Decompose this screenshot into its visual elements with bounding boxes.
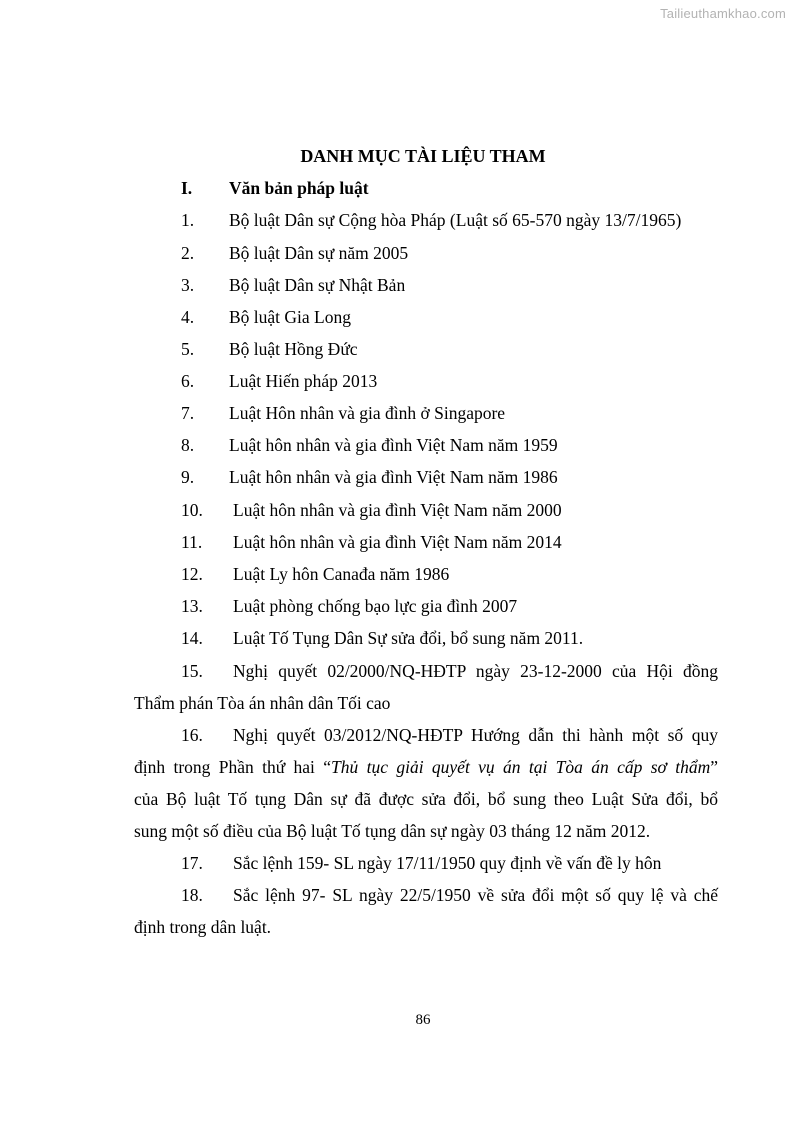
reference-line: sung một số điều của Bộ luật Tố tụng dân sự ngày 03 tháng 12 năm 2012. [134, 821, 651, 841]
reference-number: 18. [181, 885, 203, 905]
reference-item [181, 307, 351, 328]
reference-item [181, 275, 405, 296]
reference-number: 4. [181, 307, 195, 327]
reference-number: 14. [181, 628, 203, 648]
reference-item [181, 243, 408, 264]
reference-text: Bộ luật Hồng Đức [229, 339, 358, 359]
reference-item-18 [134, 884, 718, 948]
watermark: Tailieuthamkhao.com [660, 6, 786, 21]
reference-text: Luật Hiến pháp 2013 [229, 371, 378, 391]
reference-text: Nghị quyết 03/2012/NQ-HĐTP Hướng dẫn thi hành một số quy [233, 725, 718, 745]
reference-number: 13. [181, 596, 203, 616]
reference-number: 2. [181, 243, 195, 263]
reference-text: ” [710, 757, 719, 777]
reference-number: 17. [181, 853, 203, 873]
reference-text: Luật Hôn nhân và gia đình ở Singapore [229, 403, 506, 423]
page-number: 86 [415, 1012, 431, 1028]
reference-text: định trong Phần thứ hai “ [134, 757, 332, 777]
reference-text: Luật Ly hôn Canađa năm 1986 [233, 564, 450, 584]
reference-text: Luật hôn nhân và gia đình Việt Nam năm 2000 [233, 500, 562, 520]
reference-text: Luật phòng chống bạo lực gia đình 2007 [233, 596, 518, 616]
reference-text: Bộ luật Dân sự năm 2005 [229, 243, 409, 263]
reference-line: định trong dân luật. [134, 917, 272, 937]
reference-number: 16. [181, 725, 203, 745]
reference-line [134, 756, 718, 788]
reference-number: 1. [181, 210, 195, 230]
reference-item [181, 210, 681, 231]
page-title: DANH MỤC TÀI LIỆU THAM [300, 146, 546, 166]
reference-text: Luật Tố Tụng Dân Sự sửa đổi, bổ sung năm 2011. [233, 628, 584, 648]
section-heading [181, 178, 369, 199]
reference-text: Bộ luật Dân sự Nhật Bản [229, 275, 406, 295]
reference-text: Nghị quyết 02/2000/NQ-HĐTP ngày 23-12-2000 của Hội đồng [233, 661, 718, 681]
reference-number: 6. [181, 371, 195, 391]
reference-italic-title: Thủ tục giải quyết vụ án tại Tòa án cấp sơ thẩm [331, 757, 711, 777]
reference-item [181, 467, 558, 488]
reference-item [181, 371, 377, 392]
reference-text: Luật hôn nhân và gia đình Việt Nam năm 2014 [233, 532, 562, 552]
reference-number: 7. [181, 403, 195, 423]
reference-text: Luật hôn nhân và gia đình Việt Nam năm 1959 [229, 435, 558, 455]
reference-text: Sắc lệnh 159- SL ngày 17/11/1950 quy định về vấn đề ly hôn [233, 853, 662, 873]
reference-line: Thẩm phán Tòa án nhân dân Tối cao [134, 693, 391, 713]
reference-item [181, 532, 562, 553]
section-label: Văn bản pháp luật [229, 178, 369, 198]
reference-item [181, 628, 583, 649]
reference-number: 8. [181, 435, 195, 455]
reference-text: Sắc lệnh 97- SL ngày 22/5/1950 về sửa đổi một số quy lệ và chế [233, 885, 718, 905]
reference-line [134, 884, 718, 916]
reference-number: 9. [181, 467, 195, 487]
reference-item [181, 403, 505, 424]
reference-line [134, 724, 718, 756]
reference-item [181, 564, 449, 585]
reference-text: Bộ luật Dân sự Cộng hòa Pháp (Luật số 65-570 ngày 13/7/1965) [229, 210, 682, 230]
reference-number: 3. [181, 275, 195, 295]
reference-number: 10. [181, 500, 203, 520]
reference-line: của Bộ luật Tố tụng Dân sự đã được sửa đổi, bổ sung theo Luật Sửa đổi, bổ [134, 789, 718, 809]
reference-text: Bộ luật Gia Long [229, 307, 351, 327]
reference-item [181, 500, 562, 521]
reference-line [134, 660, 718, 692]
reference-number: 15. [181, 661, 203, 681]
section-number: I. [181, 178, 193, 198]
reference-number: 5. [181, 339, 195, 359]
reference-line [134, 852, 718, 884]
reference-item-16 [134, 724, 718, 852]
reference-number: 12. [181, 564, 203, 584]
reference-item-15 [134, 660, 718, 724]
reference-item [181, 339, 358, 360]
reference-item [181, 435, 558, 456]
reference-number: 11. [181, 532, 203, 552]
reference-text: Luật hôn nhân và gia đình Việt Nam năm 1986 [229, 467, 558, 487]
reference-item [181, 596, 517, 617]
reference-item-17 [134, 852, 718, 884]
